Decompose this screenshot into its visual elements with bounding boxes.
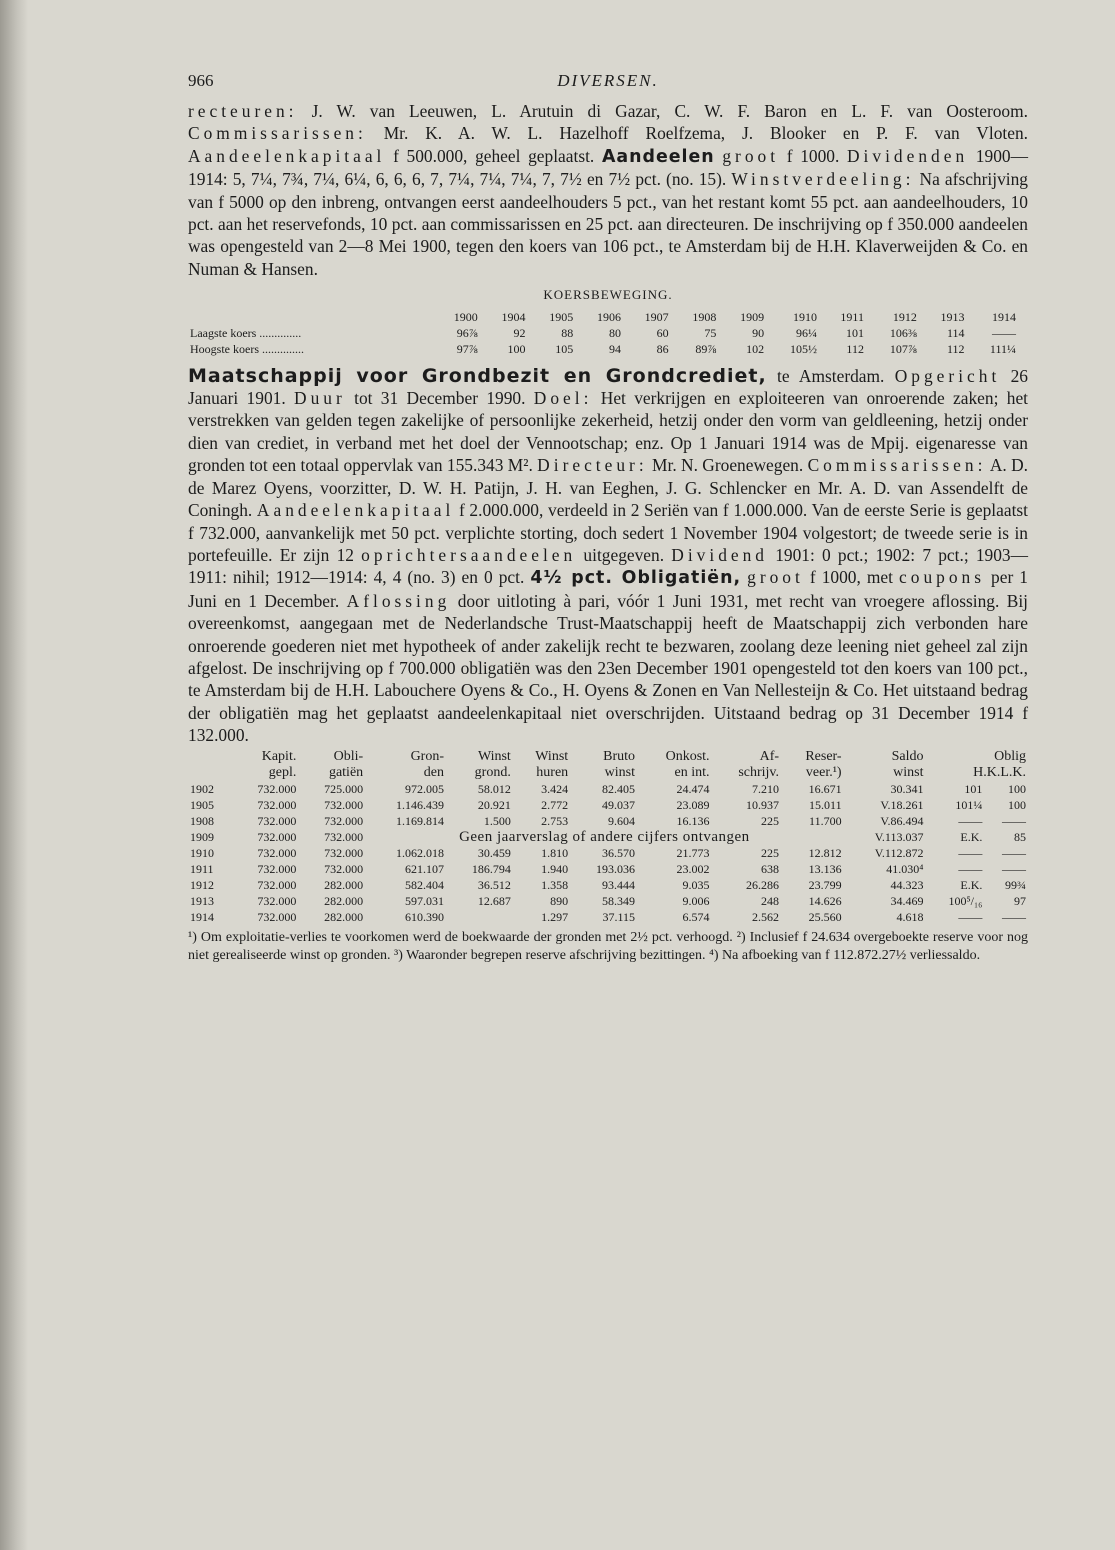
m-t23: coupons: [899, 567, 985, 588]
fin-cell: 14.626: [808, 893, 842, 908]
koers-cell: 96⅞: [456, 325, 478, 340]
fin-cell: 21.773: [676, 845, 710, 860]
fin-header-cell: winst: [893, 764, 924, 780]
koers-year: 1912: [892, 309, 917, 324]
intro-t12: 1900—1914: 5, 7¼, 7¾, 7¼, 6¼, 6, 6, 6, 7, 7¼, 7¼, 7¼, 7, 7½ en 7½ pct. (no. 15).: [188, 145, 1028, 190]
fin-cell: 282.000: [324, 909, 364, 924]
fin-cell: 186.794: [471, 861, 511, 876]
fin-cell: 1.146.439: [396, 797, 444, 812]
koers-row-label: Hoogste koers ..............: [190, 341, 304, 356]
fin-cell: ——: [1002, 909, 1026, 924]
intro-t11: Dividenden: [847, 145, 969, 166]
fin-cell: [446, 909, 513, 925]
koers-year: 1910: [792, 309, 817, 324]
fin-row-1911: [188, 861, 1028, 877]
koers-cell: 106⅜: [889, 325, 917, 340]
fin-cell: 582.404: [405, 877, 444, 892]
fin-cell: 26.286: [746, 877, 780, 892]
fin-cell: 44.323: [890, 877, 924, 892]
koers-cell: 75: [704, 325, 717, 340]
intro-t14: Na afschrijving van f 5000 op den inbreng, ontvangen eerst aandeelhouders 5 pct., van het restant komt 55 pct. aan aandeelhouders, 10 pct. aan het reservefonds, 10 pct. aan commissarissen en 25 pct. aan directeuren. De inschrijving op f 350.000 aandeelen was opengesteld van 2—8 Mei 1900, tegen den koers van 106 pct., te Amsterdam bij de H.H. Klaverweijden & Co. en Numan & Hansen.: [188, 169, 1028, 279]
intro-paragraph: [188, 100, 1028, 280]
m-t9: Directeur:: [537, 455, 648, 476]
m-t22: f 1000, met: [803, 567, 900, 588]
fin-header-cell: Kapit.: [261, 748, 297, 764]
intro-t9: groot: [722, 145, 780, 166]
fin-cell: 621.107: [405, 861, 444, 876]
fin-cell: 2.562: [752, 909, 780, 924]
koers-year: 1914: [992, 309, 1016, 324]
fin-cell: 4.618: [896, 909, 924, 924]
fin-year-cell: 1910: [190, 845, 214, 860]
fin-header-cell: huren: [536, 764, 569, 780]
m-t8: Het verkrijgen en exploiteeren van onroerende zaken; het verstrekken van gelden tegen zakelijke of persoonlijke zekerheid, hetzij onder den vorm van geldleening, hetzij onder dien van crediet, in verband met het doel der Vennootschap; enz. Op 1 Januari 1914 was de Mpij. eigenaresse van gronden tot een totaal oppervlak van 155.343 M².: [188, 388, 1028, 476]
koers-cell: 111¼: [989, 341, 1016, 356]
fin-cell: 732.000: [324, 861, 364, 876]
fin-cell: 6.574: [682, 909, 710, 924]
fin-row-1914: [188, 909, 1028, 925]
fin-header-cell: Reser-: [805, 748, 842, 764]
fin-header-cell: Onkost.: [665, 748, 710, 764]
fin-cell: ——: [958, 861, 983, 876]
fin-cell: 638: [761, 861, 780, 876]
fin-cell: V.112.872: [874, 845, 924, 860]
fin-cell: ——: [1002, 813, 1026, 828]
m-t18: 1901: 0 pct.; 1902: 7 pct.; 1903—1911: nihil; 1912—1914: 4, 4 (no. 3) en 0 pct.: [188, 544, 1029, 588]
fin-header-cell: Saldo: [891, 748, 924, 764]
intro-t10: f 1000.: [779, 145, 847, 166]
fin-row-1910: [188, 845, 1028, 861]
fin-year-cell: 1905: [190, 797, 214, 812]
koers-cell: 89⅞: [695, 341, 717, 356]
fin-cell: 82.405: [602, 781, 635, 796]
fin-cell: 1.062.018: [396, 845, 444, 860]
koers-cell: 90: [752, 325, 765, 340]
koers-cell: 101: [845, 325, 864, 340]
koers-cell: 112: [846, 341, 864, 356]
fin-note-cell: Geen jaarverslag of andere cijfers ontvangen: [459, 828, 750, 845]
koers-cell: 100: [507, 341, 526, 356]
fin-row-1902: [188, 781, 1028, 797]
fin-cell: 10.937: [746, 797, 780, 812]
koers-cell: 80: [608, 325, 621, 340]
fin-cell: 100: [1008, 797, 1026, 812]
fin-year-cell: 1911: [190, 861, 214, 876]
fin-cell: 9.604: [608, 813, 635, 828]
koers-cell: 94: [608, 341, 621, 356]
fin-cell: V.113.037: [874, 829, 924, 844]
fin-row-1912: [188, 877, 1028, 893]
company-name: Maatschappij voor Grondbezit en Grondcrediet,: [188, 364, 767, 387]
fin-cell: 30.459: [477, 845, 511, 860]
koers-year: 1913: [940, 309, 965, 324]
page-edge-shadow: [0, 0, 28, 1550]
intro-t13: Winstverdeeling:: [731, 169, 915, 190]
fin-header-cell: winst: [604, 764, 635, 780]
fin-cell: 725.000: [324, 781, 364, 796]
koers-cell: 102: [746, 341, 765, 356]
fin-cell: 9.035: [682, 877, 710, 892]
fin-year-cell: 1908: [190, 813, 214, 828]
fin-cell: 732.000: [257, 797, 297, 812]
fin-header-cell: gepl.: [268, 764, 297, 780]
fin-cell: 99¾: [1005, 877, 1026, 892]
koers-row-label: Laagste koers ..............: [190, 325, 302, 340]
fin-cell: 58.012: [477, 781, 511, 796]
fin-cell: 30.341: [890, 781, 924, 796]
m-t3: Opgericht: [894, 365, 1001, 386]
intro-t5: Aandeelenkapitaal: [188, 145, 386, 166]
m-t24: per 1 Juni en 1 December.: [188, 567, 1028, 611]
fin-cell: 49.037: [602, 797, 635, 812]
fin-cell: 100: [1008, 781, 1026, 796]
koers-cell: 105: [555, 341, 574, 356]
fin-cell: ——: [958, 909, 983, 924]
fin-row-1909: [188, 829, 1028, 845]
fin-cell: 282.000: [324, 893, 364, 908]
m-t21: groot: [747, 567, 804, 588]
m-t4: 26 Januari 1901.: [188, 365, 1028, 409]
m-t11: Commissarissen:: [807, 455, 987, 476]
fin-year-cell: 1914: [190, 909, 214, 924]
fin-cell: 193.036: [596, 861, 635, 876]
document-page: [188, 62, 1028, 965]
fin-year-cell: 1909: [190, 829, 214, 844]
koers-corner: [188, 309, 432, 325]
fin-header-cell: grond.: [474, 764, 511, 780]
fin-year-cell: 1902: [190, 781, 214, 796]
fin-cell: 7.210: [752, 781, 780, 796]
koers-year: 1908: [692, 309, 717, 324]
fin-cell: 2.753: [541, 813, 569, 828]
fin-cell: 101¼: [955, 797, 983, 812]
fin-cell: 41.030⁴: [886, 861, 924, 876]
fin-cell: 732.000: [257, 781, 297, 796]
m-t14: f 2.000.000, verdeeld in 2 Seriën van f 1.000.000. Van de eerste Serie is geplaatst f 732.000, aanvankelijk met 50 pct. verplichte storting, doch sedert 1 November 1904 volgestort; de tweede serie is in portefeuille. Er zijn 12: [188, 500, 1029, 565]
m-t5: Duur: [294, 388, 346, 409]
fin-header-cell: H.K.L.K.: [973, 764, 1026, 780]
m-t7: Doel:: [533, 388, 593, 409]
fin-header-cell: Af-: [759, 748, 780, 764]
fin-cell: 34.469: [890, 893, 924, 908]
fin-cell: ——: [1002, 845, 1026, 860]
fin-header-top: [188, 749, 1028, 765]
page-header: [188, 62, 1028, 100]
fin-header-cell: Winst: [477, 748, 511, 764]
fin-header-cell: schrijv.: [738, 764, 780, 780]
fin-cell: 732.000: [257, 829, 297, 844]
fin-header-cell: Oblig: [994, 748, 1026, 764]
fin-cell: 282.000: [324, 877, 364, 892]
koers-cell: 114: [946, 325, 965, 340]
intro-t2: J. W. van Leeuwen, L. Arutuin di Gazar, C. W. F. Baron en L. F. van Oosteroom.: [297, 101, 1028, 121]
fin-header-cell: Gron-: [410, 748, 444, 764]
fin-body-a: [188, 781, 1028, 829]
maatschappij-paragraph: [188, 365, 1028, 747]
fin-cell: 36.512: [477, 877, 511, 892]
footnotes: ¹) Om exploitatie-verlies te voorkomen werd de boekwaarde der gronden met 2½ pct. verhoogd. ²) Inclusief f 24.634 overgeboekte reserve voor nog niet gerealiseerde winst op gronden. ³) Waaronder begrepen reserve afschrijving bezittingen. ⁴) Na afboeking van f 112.872.27½ verliessaldo.: [188, 929, 1028, 963]
fin-header-cell: en int.: [674, 764, 710, 780]
koers-cell: 88: [561, 325, 574, 340]
fin-cell: 36.570: [602, 845, 635, 860]
fin-cell: 732.000: [257, 861, 297, 876]
koers-cell: 97⅞: [456, 341, 478, 356]
koersbeweging-table: [188, 309, 1018, 357]
fin-cell: 58.349: [602, 893, 635, 908]
fin-header-cell: Bruto: [603, 748, 635, 764]
koers-row-laagste: [188, 325, 1018, 341]
koers-year: 1907: [644, 309, 669, 324]
fin-cell: 9.006: [682, 893, 710, 908]
fin-cell: 732.000: [257, 909, 297, 924]
fin-cell: 225: [761, 845, 780, 860]
koers-cell: 60: [656, 325, 669, 340]
fin-cell: 25.560: [808, 909, 842, 924]
financial-table: [188, 749, 1028, 925]
koers-cell: 105½: [789, 341, 817, 356]
fin-cell: 24.474: [676, 781, 710, 796]
fin-cell: ——: [958, 813, 983, 828]
koers-year: 1911: [840, 309, 864, 324]
m-t17: Dividend: [671, 544, 769, 565]
intro-t6: f 500.000, geheel geplaatst.: [385, 145, 602, 166]
fin-header-cell: [188, 765, 232, 781]
m-t13: Aandeelenkapitaal: [256, 500, 455, 521]
fin-cell: 97: [1014, 893, 1026, 908]
fin-row-1913: [188, 893, 1028, 909]
fin-cell: V.18.261: [880, 797, 924, 812]
fin-year-cell: 1913: [190, 893, 214, 908]
fin-cell: 13.136: [808, 861, 842, 876]
koers-cell: 86: [656, 341, 669, 356]
m-t10: Mr. N. Groenewegen.: [647, 455, 808, 476]
fin-cell: ——: [958, 845, 983, 860]
koers-row-hoogste: [188, 341, 1018, 357]
fin-cell: 1.810: [541, 845, 569, 860]
fin-cell: 23.799: [808, 877, 842, 892]
fin-cell: 732.000: [257, 893, 297, 908]
koers-cell: 96¼: [795, 325, 817, 340]
fin-cell: 1.297: [541, 909, 569, 924]
fin-cell: 1.358: [541, 877, 569, 892]
fin-cell: 15.011: [809, 797, 842, 812]
fin-cell: 1.500: [483, 813, 511, 828]
koers-cell: 107⅞: [889, 341, 917, 356]
koers-cell: ——: [992, 325, 1016, 340]
fin-row-1908: [188, 813, 1028, 829]
fin-cell: 3.424: [541, 781, 569, 796]
fin-cell: 732.000: [257, 877, 297, 892]
fin-cell: 732.000: [324, 845, 364, 860]
fin-cell: 93.444: [602, 877, 635, 892]
koers-year: 1905: [549, 309, 574, 324]
fin-cell: E.K.: [960, 829, 983, 844]
fin-cell: 23.002: [676, 861, 710, 876]
fin-cell: 732.000: [324, 813, 364, 828]
m-t26: door uitloting à pari, vóór 1 Juni 1931, met recht van vroegere aflossing. Bij overeenkomst, aangegaan met de Nederlandsche Trust-Maatschappij heeft de Maatschappij zich verbonden hare onroerende goederen niet met hypotheek of ander zakelijk recht te bezwaren, zoolang deze leening niet geheel zal zijn afgelost. De inschrijving op f 700.000 obligatiën was den 23en December 1901 opengesteld tot den koers van 100 pct., te Amsterdam bij de H.H. Labouchere Oyens & Co., H. Oyens & Zonen en Van Nellesteijn & Co. Het uitstaand bedrag der obligatiën mag het geplaatst aandeelenkapitaal niet overschrijden. Uitstaand bedrag op 31 December 1914 f 132.000.: [188, 590, 1029, 746]
koers-year: 1906: [596, 309, 621, 324]
fin-year-cell: 1912: [190, 877, 214, 892]
fin-cell: 2.772: [541, 797, 569, 812]
fin-cell: V.86.494: [880, 813, 924, 828]
fin-cell: 20.921: [477, 797, 511, 812]
fin-header-cell: Obli-: [333, 748, 364, 764]
fin-cell: 972.005: [405, 781, 444, 796]
fin-cell: 610.390: [405, 909, 444, 924]
m-t19: 4½ pct. Obligatiën,: [530, 568, 742, 589]
fin-cell: 248: [761, 893, 780, 908]
koers-year-row: [188, 309, 1018, 325]
m-t2: te Amsterdam.: [766, 365, 895, 386]
fin-cell: 101: [964, 781, 983, 796]
fin-cell: 597.031: [405, 893, 444, 908]
koers-year: 1904: [501, 309, 526, 324]
intro-t3: Commissarissen:: [188, 123, 367, 144]
fin-header-cell: [188, 749, 232, 765]
koers-year: 1900: [453, 309, 478, 324]
fin-cell: 85: [1014, 829, 1026, 844]
fin-body-b: [188, 845, 1028, 925]
fin-cell: 11.700: [809, 813, 842, 828]
fin-cell: 732.000: [324, 829, 364, 844]
fin-cell: 37.115: [602, 909, 635, 924]
koersbeweging-title: KOERSBEWEGING.: [543, 287, 673, 303]
fin-cell: 1.940: [541, 861, 569, 876]
intro-t1: recteuren:: [188, 101, 298, 121]
fin-header-bottom: [188, 765, 1028, 781]
intro-t7: Aandeelen: [601, 146, 715, 167]
fin-header-cell: Winst: [535, 748, 569, 764]
fin-cell: 16.671: [808, 781, 842, 796]
fin-cell: 16.136: [676, 813, 710, 828]
running-head: DIVERSEN.: [557, 71, 659, 90]
m-t6: tot 31 December 1990.: [345, 388, 534, 409]
fin-cell: 890: [550, 893, 569, 908]
m-t16: uitgegeven.: [576, 544, 672, 565]
fin-cell: 1.169.814: [396, 813, 444, 828]
fin-cell: 225: [761, 813, 780, 828]
fin-header-cell: veer.¹): [805, 764, 842, 780]
fin-cell: 12.812: [808, 845, 842, 860]
fin-cell: E.K.: [960, 877, 983, 892]
fin-cell: ——: [1002, 861, 1026, 876]
m-t12: A. D. de Marez Oyens, voorzitter, D. W. H. Patijn, J. H. van Eeghen, J. G. Schlencker en Mr. A. D. van Assendelft de Coningh.: [188, 455, 1028, 521]
koers-cell: 92: [513, 325, 526, 340]
intro-t4: Mr. K. A. W. L. Hazelhoff Roelfzema, J. Blooker en P. F. van Vloten.: [366, 123, 1028, 144]
fin-cell: 23.089: [676, 797, 710, 812]
fin-header-cell: den: [423, 764, 444, 780]
fin-cell: 732.000: [257, 813, 297, 828]
fin-row-1905: [188, 797, 1028, 813]
fin-cell: 732.000: [324, 797, 364, 812]
fin-cell: 100⁵/₁₆: [948, 893, 983, 908]
fin-cell: 732.000: [257, 845, 297, 860]
koers-cell: 112: [946, 341, 965, 356]
fin-cell: 12.687: [477, 893, 511, 908]
koers-year: 1909: [740, 309, 765, 324]
fin-header-cell: gatiën: [328, 764, 364, 780]
m-t25: Aflossing: [346, 590, 451, 611]
page-number: 966: [188, 71, 214, 90]
m-t15: oprichtersaandeelen: [361, 544, 577, 565]
